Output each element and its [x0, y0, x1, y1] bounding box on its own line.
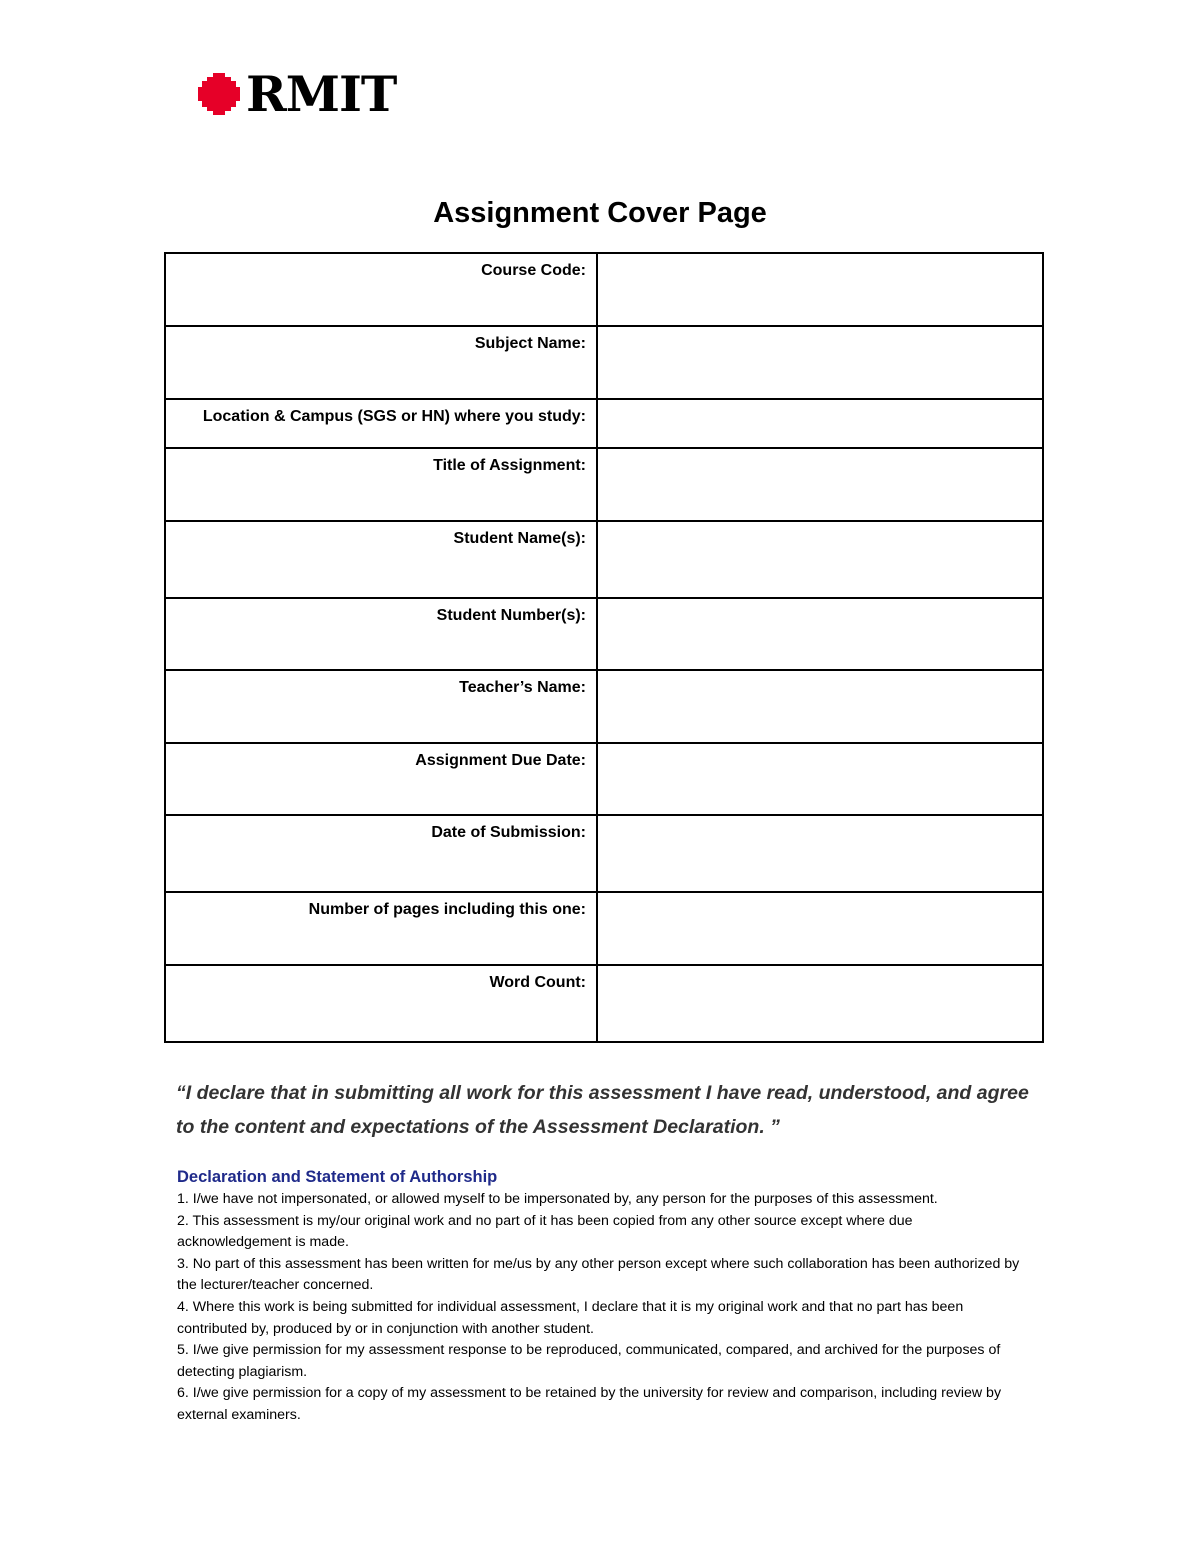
statement-item: 4. Where this work is being submitted for individual assessment, I declare that it is my original work and that no part has been contributed by, produced by or in conjunction with another student.: [177, 1298, 964, 1337]
location-campus-label: Location & Campus (SGS or HN) where you study:: [165, 399, 597, 448]
teacher-name-label: Teacher’s Name:: [165, 670, 597, 743]
rmit-wordmark: RMIT: [246, 65, 397, 123]
word-count-label: Word Count:: [165, 965, 597, 1042]
statement-list: [177, 1189, 1027, 1427]
row-assignment-title: [165, 448, 1043, 521]
statement-item: 5. I/we give permission for my assessment response to be reproduced, communicated, compared, and archived for the purposes of detecting plagiarism.: [177, 1342, 1001, 1380]
teacher-name-field[interactable]: [597, 670, 1043, 743]
subject-name-label: Subject Name:: [165, 326, 597, 399]
row-teacher-name: [165, 670, 1043, 743]
assignment-title-label: Title of Assignment:: [165, 448, 597, 521]
assignment-title-field[interactable]: [597, 448, 1043, 521]
row-student-numbers: [165, 598, 1043, 670]
submission-date-field[interactable]: [597, 815, 1043, 892]
student-numbers-label: Student Number(s):: [165, 598, 597, 670]
row-subject-name: [165, 326, 1043, 399]
declaration-quote: “I declare that in submitting all work for this assessment I have read, understood, and agree to the content and expectations of the Assessment Declaration. ”: [176, 1082, 1029, 1138]
cover-details-table: [164, 252, 1044, 1043]
page-count-field[interactable]: [597, 892, 1043, 965]
row-due-date: [165, 743, 1043, 815]
course-code-label: Course Code:: [165, 253, 597, 326]
statement-item: 1. I/we have not impersonated, or allowed myself to be impersonated by, any person for the purposes of this assessment.: [177, 1191, 938, 1207]
student-names-field[interactable]: [597, 521, 1043, 598]
rmit-logo: [196, 65, 397, 123]
statement-item: 2. This assessment is my/our original work and no part of it has been copied from any other source except where due acknowledgement is made.: [177, 1212, 913, 1251]
page-title: Assignment Cover Page: [433, 197, 767, 229]
statement-item: 6. I/we give permission for a copy of my assessment to be retained by the university for review and comparison, including review by external examiners.: [177, 1385, 1002, 1423]
row-page-count: [165, 892, 1043, 965]
submission-date-label: Date of Submission:: [165, 815, 597, 892]
statement-item: 3. No part of this assessment has been written for me/us by any other person except where such collaboration has been authorized by the lecturer/teacher concerned.: [177, 1255, 1020, 1294]
page-count-label: Number of pages including this one:: [165, 892, 597, 965]
subject-name-field[interactable]: [597, 326, 1043, 399]
word-count-field[interactable]: [597, 965, 1043, 1042]
row-location-campus: [165, 399, 1043, 448]
student-numbers-field[interactable]: [597, 598, 1043, 670]
due-date-field[interactable]: [597, 743, 1043, 815]
rmit-pixel-mark-icon: [196, 71, 242, 117]
statement-heading: Declaration and Statement of Authorship: [177, 1168, 498, 1186]
course-code-field[interactable]: [597, 253, 1043, 326]
student-names-label: Student Name(s):: [165, 521, 597, 598]
location-campus-field[interactable]: [597, 399, 1043, 448]
row-submission-date: [165, 815, 1043, 892]
row-course-code: [165, 253, 1043, 326]
row-word-count: [165, 965, 1043, 1042]
due-date-label: Assignment Due Date:: [165, 743, 597, 815]
row-student-names: [165, 521, 1043, 598]
